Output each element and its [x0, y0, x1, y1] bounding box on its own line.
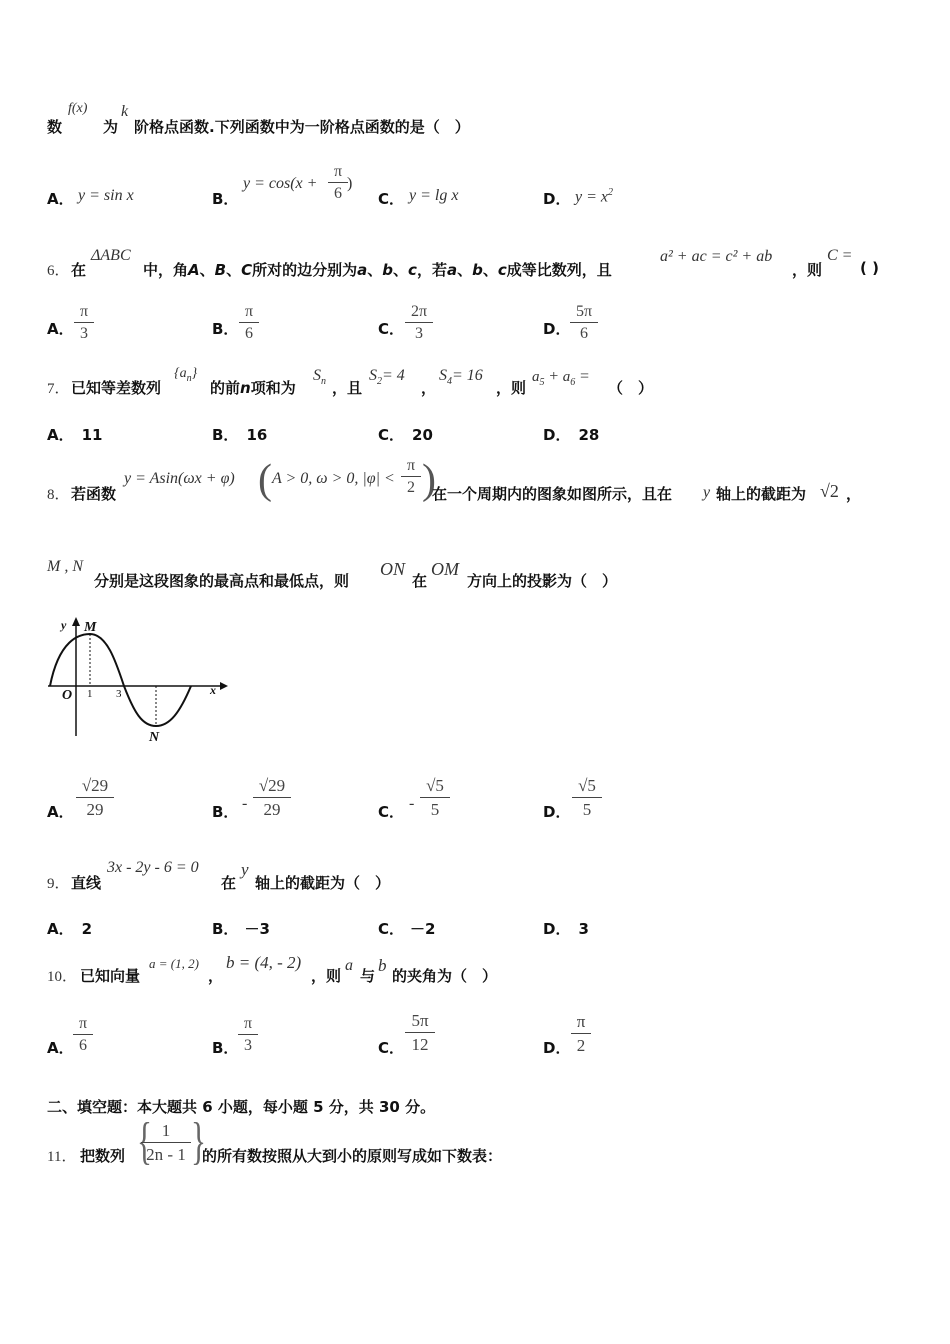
q7-s2-s: S	[369, 367, 377, 384]
q7-option-d[interactable]	[543, 424, 599, 445]
x-axis-arrow-icon	[220, 682, 228, 690]
q7-comma: ，	[421, 379, 437, 397]
q6-t4: ，若	[416, 261, 447, 279]
q6-option-b-num: π	[239, 303, 259, 323]
q6-option-c-fraction	[405, 303, 433, 343]
q7-stem-1	[210, 377, 296, 398]
q10-option-a-fraction	[73, 1015, 93, 1055]
q11-frac-num: 1	[141, 1121, 191, 1143]
q7-option-d-value: 28	[578, 426, 600, 444]
q7-s2	[369, 367, 405, 387]
q8-paren-left-icon: (	[258, 457, 272, 503]
q9-t2: 在	[221, 874, 237, 892]
q7-t2: 的前	[210, 379, 241, 397]
q5-k: k	[121, 103, 129, 120]
q5-question-text: 阶格点函数.下列函数中为一阶格点函数的是（ ）	[134, 118, 470, 136]
q6-t6: ，则	[792, 261, 823, 279]
q6-option-a-label[interactable]: A．	[47, 320, 74, 338]
q6-option-d-num: 5π	[570, 303, 598, 323]
q9-option-b[interactable]	[212, 918, 270, 939]
q9-number: 9．	[47, 876, 70, 892]
q6-sep4: 、	[393, 261, 409, 279]
q8-number: 8．	[47, 487, 70, 503]
q6-angle-a: A	[188, 261, 200, 279]
q6-option-c-den: 3	[415, 325, 423, 342]
q10-option-a-label[interactable]: A．	[47, 1039, 74, 1057]
q6-sep3: 、	[367, 261, 383, 279]
q10-option-c-fraction	[405, 1011, 435, 1055]
q11-t1: 把数列	[80, 1147, 126, 1165]
q6-t7: ( )	[860, 259, 879, 277]
q11-frac-den: 2n - 1	[146, 1145, 186, 1164]
q7-t6: （ ）	[608, 379, 654, 397]
q11-brace-right-icon: }	[190, 1113, 206, 1170]
q10-vector-a: a = (1, 2)	[149, 956, 199, 971]
q8-cond-num: π	[401, 457, 421, 477]
q6-sep2: 、	[226, 261, 242, 279]
q8-option-b-sign: -	[242, 795, 248, 812]
q8-t3: 轴上的截距为	[716, 485, 807, 503]
q6-side-a: a	[357, 261, 368, 279]
q6-sep1: 、	[199, 261, 215, 279]
q5-prefix: 数	[47, 118, 63, 136]
q8-t5: 分别是这段图象的最高点和最低点，则	[94, 572, 350, 590]
q11-number: 11．	[47, 1149, 77, 1165]
q8-t1: 若函数	[71, 485, 117, 503]
q7-s-sub: n	[321, 376, 326, 388]
q7-a5-sub: 5	[539, 377, 545, 388]
q10-vector-b: b = (4, - 2)	[226, 953, 302, 972]
q7-s2-val: = 4	[382, 367, 405, 384]
q10-option-d-label[interactable]: D．	[543, 1039, 571, 1057]
q5-option-b-expr-post: )	[347, 175, 353, 192]
q6-option-a-num: π	[74, 303, 94, 323]
q7-s4-sub: 4	[447, 376, 452, 388]
q10-option-c-num: 5π	[405, 1011, 435, 1033]
q8-option-a-fraction	[76, 776, 114, 820]
q7-s4-val: = 16	[452, 367, 483, 384]
q6-option-a-den: 3	[80, 325, 88, 342]
q10-a: a	[345, 957, 353, 974]
q7-option-b[interactable]	[212, 424, 267, 445]
q6-c-eq: C =	[827, 247, 853, 264]
q7-s4-s: S	[439, 367, 447, 384]
q7-option-a-value: 11	[81, 426, 103, 444]
q10-option-b-fraction	[238, 1015, 258, 1055]
q8-t2: 在一个周期内的图象如图所示，且在	[432, 485, 673, 503]
q7-option-c-value: 20	[412, 426, 433, 444]
q5-option-c-label[interactable]: C．	[378, 190, 405, 208]
q8-option-b-label[interactable]: B．	[212, 803, 239, 821]
q9-option-b-value: －3	[244, 920, 270, 938]
q10-option-c-den: 12	[411, 1035, 429, 1054]
q8-mn: M , N	[47, 558, 83, 575]
q7-seq-close: }	[191, 366, 198, 381]
q7-option-c-label: C．	[378, 426, 405, 444]
q9-y: y	[241, 860, 249, 879]
q7-option-a-label: A．	[47, 426, 74, 444]
q7-option-b-label: B．	[212, 426, 239, 444]
q7-s: S	[313, 367, 321, 384]
q6-angle-b: B	[214, 261, 227, 279]
q5-option-b-label[interactable]: B．	[212, 190, 239, 208]
q5-fx: f(x)	[68, 101, 88, 116]
q11-fraction	[141, 1121, 191, 1165]
q11-brace-left-icon: {	[136, 1113, 152, 1170]
q7-option-a[interactable]	[47, 424, 102, 445]
q10-option-b-label[interactable]: B．	[212, 1039, 239, 1057]
q9-t3: 轴上的截距为（ ）	[255, 874, 391, 892]
q8-option-b-num: √29	[253, 776, 291, 798]
q8-option-d-fraction	[572, 776, 602, 820]
section-2-heading: 二、填空题：本大题共 6 小题，每小题 5 分，共 30 分。	[47, 1098, 436, 1116]
q7-sequence	[174, 366, 197, 384]
q7-a5-a6	[532, 368, 590, 388]
q5-option-b-num: π	[328, 163, 348, 183]
q8-option-a-label[interactable]: A．	[47, 803, 74, 821]
q5-wei: 为	[103, 118, 119, 136]
q9-option-c[interactable]	[378, 918, 435, 939]
q9-option-b-label: B．	[212, 920, 239, 938]
q9-option-a[interactable]	[47, 918, 92, 939]
q9-t1: 直线	[71, 874, 102, 892]
q6-t3: 所对的边分别为	[252, 261, 358, 279]
q6-sep6: 、	[482, 261, 498, 279]
q6-side-c2: c	[497, 261, 507, 279]
q7-option-d-label: D．	[543, 426, 571, 444]
q10-option-c-label[interactable]: C．	[378, 1039, 405, 1057]
q10-b: b	[378, 956, 387, 975]
q6-triangle: ΔABC	[91, 247, 131, 264]
q10-option-b-num: π	[238, 1015, 258, 1035]
q7-plus: +	[548, 368, 560, 385]
q10-number: 10．	[47, 969, 78, 985]
q7-sn	[313, 367, 326, 387]
q9-option-c-value: －2	[410, 920, 436, 938]
q8-option-c-sign: -	[409, 795, 415, 812]
graph-y-label: y	[61, 618, 67, 632]
q9-option-d-label: D．	[543, 920, 571, 938]
q6-t5: 成等比数列，且	[506, 261, 612, 279]
q5-option-d-expr	[575, 187, 613, 206]
q7-a5: a	[532, 369, 540, 385]
q7-seq-sub: n	[186, 372, 192, 384]
q8-option-c-den: 5	[430, 800, 440, 819]
q10-option-d-den: 2	[576, 1036, 586, 1055]
q10-t3: 与	[360, 967, 376, 985]
q7-s4	[439, 367, 483, 387]
q6-option-c-label[interactable]: C．	[378, 320, 405, 338]
q5-option-a-expr: y = sin x	[78, 187, 134, 204]
graph-tick-3: 3	[116, 688, 122, 700]
q6-sep5: 、	[457, 261, 473, 279]
graph-max-label: M	[84, 620, 97, 635]
q6-option-a-fraction	[74, 303, 94, 343]
q10-t4: 的夹角为（ ）	[392, 967, 498, 985]
graph-min-label: N	[149, 730, 160, 745]
q6-side-b2: b	[472, 261, 483, 279]
q7-a6: a	[562, 369, 571, 385]
q10-option-b-den: 3	[244, 1037, 252, 1054]
q7-s2-sub: 2	[377, 376, 382, 388]
q6-option-b-label[interactable]: B．	[212, 320, 239, 338]
q8-option-c-num: √5	[420, 776, 450, 798]
q8-sine-graph	[44, 612, 234, 747]
q5-option-d-sup: 2	[608, 187, 613, 198]
q6-option-b-fraction	[239, 303, 259, 343]
q6-number: 6．	[47, 263, 70, 279]
q6-option-d-label[interactable]: D．	[543, 320, 571, 338]
q7-option-c[interactable]	[378, 424, 433, 445]
q7-eq: =	[579, 368, 590, 385]
q8-option-a-den: 29	[86, 800, 104, 819]
q11-t2: 的所有数按照从大到小的原则写成如下数表：	[202, 1147, 503, 1165]
q9-equation: 3x - 2y - 6 = 0	[107, 859, 199, 876]
q5-option-d-label[interactable]: D．	[543, 190, 571, 208]
q7-option-b-value: 16	[246, 426, 268, 444]
q8-option-d-den: 5	[582, 800, 592, 819]
q10-t1: 已知向量	[80, 967, 141, 985]
q10-comma: ，	[208, 967, 224, 985]
q9-option-d[interactable]	[543, 918, 589, 939]
q5-option-b-expr-pre: y = cos(x +	[243, 175, 318, 192]
q7-t4: ，且	[332, 379, 363, 397]
q8-option-d-label[interactable]: D．	[543, 803, 571, 821]
q6-t1: 在	[71, 261, 87, 279]
q8-om: OM	[431, 559, 459, 579]
q10-option-d-fraction	[571, 1012, 591, 1056]
q8-function: y = Asin(ωx + φ)	[124, 470, 235, 487]
q5-option-a-label[interactable]: A．	[47, 190, 74, 208]
q5-option-c-expr: y = lg x	[409, 187, 459, 204]
q6-option-b-den: 6	[245, 325, 253, 342]
q6-t2: 中，角	[143, 261, 189, 279]
sine-curve	[50, 634, 191, 726]
q8-y: y	[703, 484, 711, 501]
q8-t4: ，	[846, 485, 862, 503]
q5-option-b-den: 6	[334, 185, 342, 202]
q6-side-b: b	[382, 261, 394, 279]
q6-option-d-fraction	[570, 303, 598, 343]
q5-option-d-base: y = x	[575, 188, 608, 206]
q8-condition: A > 0, ω > 0, |φ| <	[272, 470, 395, 487]
q8-option-d-num: √5	[572, 776, 602, 798]
q7-seq: {a	[174, 366, 187, 381]
graph-origin-label: O	[62, 688, 73, 703]
y-axis-arrow-icon	[72, 617, 80, 626]
q9-option-a-value: 2	[81, 920, 93, 938]
graph-tick-1: 1	[87, 688, 93, 700]
q8-option-b-fraction	[253, 776, 291, 820]
q6-option-c-num: 2π	[405, 303, 433, 323]
graph-x-label: x	[210, 683, 216, 697]
q9-option-c-label: C．	[378, 920, 405, 938]
q9-option-d-value: 3	[578, 920, 589, 938]
q8-option-a-num: √29	[76, 776, 114, 798]
q7-t5: ，则	[496, 379, 527, 397]
q8-option-b-den: 29	[263, 800, 281, 819]
q6-side-a2: a	[446, 261, 458, 279]
q6-equation: a² + ac = c² + ab	[660, 248, 773, 265]
q8-paren-right-icon: )	[422, 457, 436, 503]
q7-t3: 项和为	[250, 379, 296, 397]
q7-n: n	[240, 379, 251, 397]
q8-option-c-label[interactable]: C．	[378, 803, 405, 821]
q8-t7: 方向上的投影为（ ）	[467, 572, 618, 590]
q6-angle-c: C	[241, 261, 253, 279]
q10-option-a-num: π	[73, 1015, 93, 1035]
q7-a6-sub: 6	[570, 377, 576, 388]
q10-t2: ，则	[311, 967, 342, 985]
q8-condition-fraction	[401, 457, 421, 497]
q6-option-d-den: 6	[580, 325, 588, 342]
q5-option-b-fraction	[328, 163, 348, 203]
q8-sqrt2: √2	[820, 481, 839, 501]
q7-number: 7．	[47, 381, 70, 397]
q10-option-d-num: π	[571, 1012, 591, 1034]
q8-option-c-fraction	[420, 776, 450, 820]
q6-side-c: c	[408, 261, 417, 279]
q9-option-a-label: A．	[47, 920, 74, 938]
q10-option-a-den: 6	[79, 1037, 87, 1054]
q6-stem	[143, 259, 612, 280]
q8-on: ON	[380, 559, 406, 579]
q8-t6: 在	[412, 572, 428, 590]
q8-cond-den: 2	[407, 479, 415, 496]
q7-t1: 已知等差数列	[71, 379, 162, 397]
